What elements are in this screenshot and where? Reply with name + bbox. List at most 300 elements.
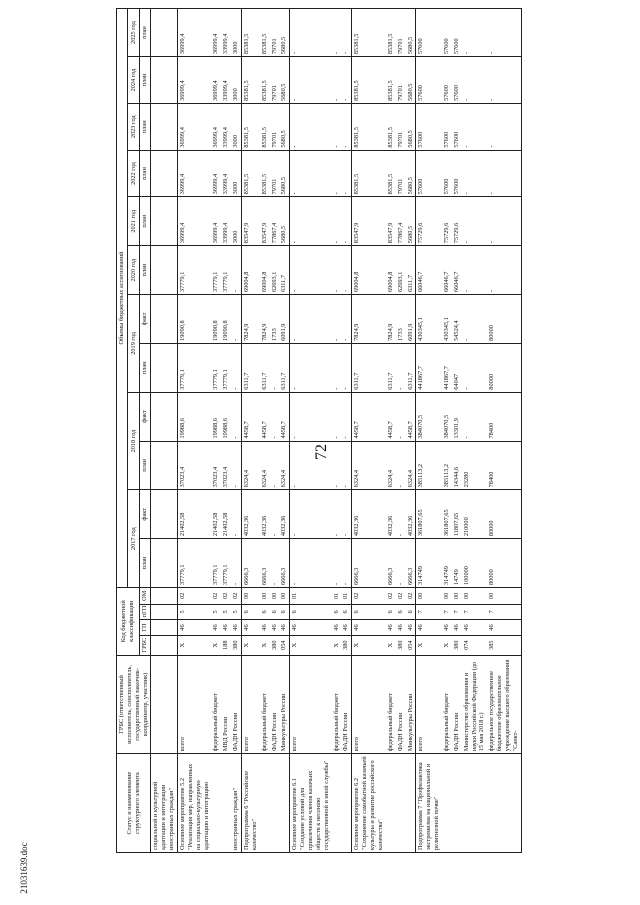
- cell-status: [221, 754, 231, 853]
- cell-code-om: 01: [341, 588, 351, 605]
- cell-grbs: федеральное государственное бюджетное образовательное учреждение высшего образования "Санкт-: [487, 655, 521, 754]
- cell-grbs: всего: [242, 655, 260, 754]
- cell-value: 3000: [231, 9, 241, 57]
- cell-value: -: [341, 392, 351, 441]
- cell-code-pgp: 6: [279, 604, 289, 620]
- cell-value: 75729,6: [452, 197, 462, 246]
- cell-value: 57600: [452, 103, 462, 150]
- cell-value: 5680,5: [406, 197, 416, 246]
- cell-value: 69004,8: [386, 246, 396, 295]
- cell-value: 4458,7: [260, 392, 270, 441]
- cell-grbs: федеральный бюджет: [442, 655, 452, 754]
- cell-value: [151, 103, 178, 150]
- header-volumes: Объемы бюджетных ассигнований: [117, 9, 128, 588]
- cell-value: 85381,5: [352, 103, 386, 150]
- cell-value: [151, 539, 178, 588]
- cell-value: 36999,4: [211, 150, 221, 197]
- cell-value: 37779,1: [221, 539, 231, 588]
- cell-value: 37023,4: [178, 441, 212, 490]
- header-code: Код бюджетной классификации: [117, 588, 140, 656]
- cell-code-grbs: 380: [452, 635, 462, 655]
- cell-value: -: [396, 392, 406, 441]
- table-row: [270, 9, 280, 853]
- cell-value: -: [462, 103, 488, 150]
- cell-code-om: 02: [178, 588, 212, 605]
- table-row: [462, 9, 488, 853]
- cell-status: Основное мероприятие 6.1 "Создание условий для привлечения членов казачьих обществ к несению государственной и иной службы": [290, 754, 332, 853]
- cell-value: 57600: [442, 9, 452, 57]
- cell-code-gp: 46: [211, 620, 221, 636]
- header-year: 2022 год: [128, 150, 139, 197]
- cell-code-gp: 46: [270, 620, 280, 636]
- cell-value: 6324,4: [386, 441, 396, 490]
- cell-value: -: [231, 392, 241, 441]
- cell-code-grbs: 380: [396, 635, 406, 655]
- table-row: [221, 9, 231, 853]
- cell-code-om: 00: [416, 588, 442, 605]
- cell-value: 57600: [452, 57, 462, 104]
- cell-code-grbs: X: [352, 635, 386, 655]
- cell-code-om: 00: [279, 588, 289, 605]
- cell-code-grbs: 054: [406, 635, 416, 655]
- cell-value: 57600: [442, 57, 452, 104]
- table-row: [290, 9, 332, 853]
- cell-code-pgp: 7: [442, 604, 452, 620]
- header-year: 2017 год: [128, 490, 139, 588]
- table-row: [406, 9, 416, 853]
- cell-value: -: [396, 441, 406, 490]
- cell-value: 69004,8: [260, 246, 270, 295]
- cell-value: 62693,1: [396, 246, 406, 295]
- cell-value: [151, 441, 178, 490]
- cell-value: 33999,4: [221, 9, 231, 57]
- cell-value: 314749: [442, 539, 452, 588]
- cell-value: 57600: [452, 150, 462, 197]
- cell-code-om: 02: [211, 588, 221, 605]
- cell-code-pgp: 6: [396, 604, 406, 620]
- cell-code-om: 02: [396, 588, 406, 605]
- cell-value: 33999,4: [221, 150, 231, 197]
- cell-value: 77867,4: [396, 197, 406, 246]
- cell-value: 83547,9: [260, 197, 270, 246]
- cell-value: 4032,36: [279, 490, 289, 539]
- cell-status: [332, 754, 342, 853]
- cell-value: 6666,3: [386, 539, 396, 588]
- cell-grbs: федеральный бюджет: [386, 655, 396, 754]
- cell-status: Основное мероприятие 5.2 "Реализация мер, направленных на социально-культурную адаптацию и интеграцию: [178, 754, 212, 853]
- cell-value: 57600: [416, 9, 442, 57]
- table-row: [332, 9, 342, 853]
- cell-value: -: [290, 392, 332, 441]
- cell-value: 7824,9: [386, 295, 396, 344]
- cell-grbs: всего: [416, 655, 442, 754]
- cell-code-pgp: 7: [462, 604, 488, 620]
- cell-code-gp: 46: [332, 620, 342, 636]
- cell-value: 4032,36: [352, 490, 386, 539]
- cell-value: 430345,1: [416, 295, 442, 344]
- cell-value: 4032,36: [406, 490, 416, 539]
- cell-value: 54524,4: [452, 295, 462, 344]
- header-plan-fact: план: [139, 103, 151, 150]
- cell-value: 37779,1: [211, 343, 221, 392]
- header-code-sub: ГП: [139, 620, 151, 636]
- cell-value: 7824,9: [352, 295, 386, 344]
- cell-code-om: 01: [290, 588, 332, 605]
- cell-value: 36999,4: [211, 103, 221, 150]
- cell-code-pgp: 6: [386, 604, 396, 620]
- cell-value: 6324,4: [242, 441, 260, 490]
- cell-status: [270, 754, 280, 853]
- cell-value: 1733: [270, 295, 280, 344]
- header-year: 2020 год: [128, 246, 139, 295]
- cell-code-grbs: 188: [221, 635, 231, 655]
- cell-code-grbs: 054: [279, 635, 289, 655]
- cell-value: -: [290, 9, 332, 57]
- cell-value: -: [487, 197, 521, 246]
- cell-value: 37779,1: [221, 246, 231, 295]
- cell-value: 21402,58: [178, 490, 212, 539]
- header-year: 2021 год: [128, 197, 139, 246]
- table-header: [117, 9, 151, 853]
- cell-grbs: федеральный бюджет: [211, 655, 221, 754]
- cell-code-pgp: [151, 604, 178, 620]
- header-plan-fact: план: [139, 57, 151, 104]
- cell-value: 6311,7: [386, 343, 396, 392]
- cell-value: -: [290, 441, 332, 490]
- cell-value: 85381,5: [242, 9, 260, 57]
- header-year: 2024 год: [128, 57, 139, 104]
- cell-value: 85381,5: [242, 150, 260, 197]
- cell-status: [211, 754, 221, 853]
- cell-grbs: всего: [290, 655, 332, 754]
- cell-value: 14344,6: [452, 441, 462, 490]
- cell-value: 36999,4: [178, 150, 212, 197]
- table-row: [341, 9, 351, 853]
- table-row: [279, 9, 289, 853]
- cell-value: 314749: [416, 539, 442, 588]
- cell-value: 37779,1: [221, 343, 231, 392]
- cell-value: -: [270, 441, 280, 490]
- cell-code-om: 02: [386, 588, 396, 605]
- cell-value: 66046,7: [416, 246, 442, 295]
- cell-value: 21402,58: [221, 490, 231, 539]
- cell-value: -: [231, 539, 241, 588]
- cell-value: 11807,65: [452, 490, 462, 539]
- cell-code-grbs: 380: [231, 635, 241, 655]
- cell-status: социальной и культурной адаптации и интеграции иностранных граждан": [151, 754, 178, 853]
- cell-status: [462, 754, 488, 853]
- cell-value: 79701: [396, 9, 406, 57]
- cell-value: 5680,5: [279, 9, 289, 57]
- cell-status: [406, 754, 416, 853]
- cell-grbs: Министерство образования и науки Российской Федерации (до 15 мая 2018 г.): [462, 655, 488, 754]
- cell-value: 85381,5: [242, 103, 260, 150]
- cell-code-gp: 46: [462, 620, 488, 636]
- cell-value: -: [487, 246, 521, 295]
- cell-value: -: [290, 197, 332, 246]
- cell-value: 5680,5: [406, 103, 416, 150]
- cell-value: 79701: [270, 9, 280, 57]
- cell-value: 4032,36: [386, 490, 396, 539]
- cell-value: 361807,65: [442, 490, 452, 539]
- cell-value: 5680,5: [406, 9, 416, 57]
- cell-grbs: всего: [178, 655, 212, 754]
- cell-code-grbs: 074: [462, 635, 488, 655]
- cell-code-grbs: [151, 635, 178, 655]
- cell-grbs: федеральный бюджет: [332, 655, 342, 754]
- cell-grbs: ФАДН России: [341, 655, 351, 754]
- cell-value: -: [290, 539, 332, 588]
- cell-value: 6311,7: [279, 343, 289, 392]
- cell-value: 57600: [416, 150, 442, 197]
- cell-value: 6311,7: [406, 246, 416, 295]
- cell-value: 85381,5: [260, 57, 270, 104]
- cell-value: -: [290, 295, 332, 344]
- cell-value: 79701: [396, 150, 406, 197]
- cell-value: -: [332, 343, 342, 392]
- cell-value: 77867,4: [270, 197, 280, 246]
- cell-value: 7824,9: [260, 295, 270, 344]
- cell-value: 85381,5: [352, 9, 386, 57]
- cell-value: -: [290, 57, 332, 104]
- cell-value: 78400: [487, 441, 521, 490]
- cell-value: 3000: [231, 197, 241, 246]
- cell-value: 79701: [396, 103, 406, 150]
- cell-status: [396, 754, 406, 853]
- cell-value: -: [332, 57, 342, 104]
- cell-code-gp: 46: [487, 620, 521, 636]
- cell-code-om: 00: [270, 588, 280, 605]
- table-row: [211, 9, 221, 853]
- cell-value: 6311,7: [406, 343, 416, 392]
- header-plan-fact: план: [139, 9, 151, 57]
- header-plan-fact: план: [139, 197, 151, 246]
- cell-grbs: ФАДН России: [452, 655, 462, 754]
- cell-value: 13301,9: [452, 392, 462, 441]
- cell-value: 37779,1: [178, 343, 212, 392]
- cell-code-pgp: 6: [341, 604, 351, 620]
- cell-status: [279, 754, 289, 853]
- cell-value: 441867,7: [416, 343, 442, 392]
- cell-value: 57600: [416, 57, 442, 104]
- header-plan-fact: план: [139, 539, 151, 588]
- cell-value: -: [290, 150, 332, 197]
- cell-grbs: МВД России: [221, 655, 231, 754]
- cell-value: 57600: [416, 103, 442, 150]
- cell-value: -: [487, 150, 521, 197]
- header-year: 2019 год: [128, 295, 139, 393]
- cell-value: 66046,7: [452, 246, 462, 295]
- budget-table: [116, 8, 522, 853]
- cell-code-om: 00: [487, 588, 521, 605]
- cell-code-gp: 46: [279, 620, 289, 636]
- cell-code-om: 00: [462, 588, 488, 605]
- cell-value: 85381,5: [386, 9, 396, 57]
- cell-value: 36999,4: [178, 9, 212, 57]
- cell-value: 75729,6: [416, 197, 442, 246]
- header-year: 2023 год: [128, 103, 139, 150]
- table-row: [386, 9, 396, 853]
- cell-status: [341, 754, 351, 853]
- cell-status: Подпрограмма 7 "Профилактика экстремизма на национальной и религиозной почве": [416, 754, 442, 853]
- cell-code-pgp: 7: [416, 604, 442, 620]
- cell-value: [151, 490, 178, 539]
- cell-value: 7824,9: [242, 295, 260, 344]
- cell-value: [151, 295, 178, 344]
- cell-code-om: 02: [221, 588, 231, 605]
- cell-code-om: 02: [406, 588, 416, 605]
- cell-value: [151, 150, 178, 197]
- cell-value: 69004,8: [352, 246, 386, 295]
- cell-value: -: [462, 150, 488, 197]
- header-grbs: ГРБС (ответственный исполнитель, соисполнитель, государственный заказчик-координатор, участник): [117, 655, 151, 754]
- cell-value: -: [462, 197, 488, 246]
- cell-value: -: [341, 295, 351, 344]
- cell-code-pgp: 6: [290, 604, 332, 620]
- rotated-table-container: [116, 8, 586, 853]
- cell-code-pgp: 6: [406, 604, 416, 620]
- cell-grbs: федеральный бюджет: [260, 655, 270, 754]
- cell-value: -: [396, 343, 406, 392]
- cell-code-gp: 46: [221, 620, 231, 636]
- cell-value: [151, 57, 178, 104]
- cell-code-gp: 46: [386, 620, 396, 636]
- cell-value: -: [332, 103, 342, 150]
- table-row: [242, 9, 260, 853]
- header-plan-fact: факт: [139, 295, 151, 344]
- header-code-sub: ОМ: [139, 588, 151, 605]
- cell-code-pgp: 5: [178, 604, 212, 620]
- cell-code-gp: 46: [396, 620, 406, 636]
- cell-value: 6311,7: [260, 343, 270, 392]
- cell-code-gp: 46: [442, 620, 452, 636]
- cell-value: 80000: [487, 539, 521, 588]
- cell-value: 21402,58: [211, 490, 221, 539]
- cell-value: 64047: [452, 343, 462, 392]
- cell-value: -: [341, 197, 351, 246]
- cell-value: -: [462, 392, 488, 441]
- cell-value: 33999,4: [221, 197, 231, 246]
- cell-code-gp: 46: [352, 620, 386, 636]
- cell-value: 4458,7: [279, 392, 289, 441]
- cell-value: -: [290, 246, 332, 295]
- cell-code-grbs: X: [290, 635, 332, 655]
- table-row: [352, 9, 386, 853]
- cell-code-pgp: 6: [332, 604, 342, 620]
- cell-value: 85381,5: [386, 103, 396, 150]
- cell-value: -: [231, 490, 241, 539]
- cell-value: -: [332, 490, 342, 539]
- cell-code-om: 00: [442, 588, 452, 605]
- cell-value: 85381,5: [352, 150, 386, 197]
- cell-value: 14749: [452, 539, 462, 588]
- cell-grbs: [151, 655, 178, 754]
- cell-value: 5680,5: [406, 57, 416, 104]
- cell-code-gp: 46: [242, 620, 260, 636]
- cell-value: 83547,9: [242, 197, 260, 246]
- cell-code-om: [151, 588, 178, 605]
- cell-value: [151, 9, 178, 57]
- cell-value: 6666,3: [406, 539, 416, 588]
- cell-value: 36999,4: [178, 57, 212, 104]
- cell-value: 19090,8: [221, 295, 231, 344]
- cell-value: 6324,4: [279, 441, 289, 490]
- cell-value: 85381,5: [386, 150, 396, 197]
- cell-value: -: [290, 490, 332, 539]
- cell-code-grbs: 380: [341, 635, 351, 655]
- cell-value: -: [270, 392, 280, 441]
- cell-value: 385113,2: [416, 441, 442, 490]
- cell-value: 33999,4: [221, 57, 231, 104]
- header-plan-fact: план: [139, 246, 151, 295]
- cell-code-pgp: 7: [452, 604, 462, 620]
- cell-code-grbs: X: [178, 635, 212, 655]
- cell-value: 23280: [462, 441, 488, 490]
- header-code-sub: пГП: [139, 604, 151, 620]
- cell-value: -: [341, 441, 351, 490]
- cell-value: -: [231, 343, 241, 392]
- cell-code-grbs: X: [332, 635, 342, 655]
- cell-value: -: [332, 246, 342, 295]
- cell-value: 441867,7: [442, 343, 452, 392]
- cell-code-gp: 46: [231, 620, 241, 636]
- cell-code-grbs: 385: [487, 635, 521, 655]
- cell-value: 85381,5: [260, 103, 270, 150]
- cell-value: 79701: [270, 103, 280, 150]
- cell-value: -: [332, 441, 342, 490]
- cell-grbs: ФАДН России: [231, 655, 241, 754]
- cell-value: [151, 246, 178, 295]
- cell-value: 19090,8: [211, 295, 221, 344]
- cell-value: 1733: [396, 295, 406, 344]
- cell-status: Подпрограмма 6 "Российское казачество": [242, 754, 260, 853]
- cell-code-om: 01: [332, 588, 342, 605]
- cell-value: -: [462, 9, 488, 57]
- cell-status: иностранных граждан": [231, 754, 241, 853]
- cell-value: -: [462, 295, 488, 344]
- cell-value: 85381,5: [242, 57, 260, 104]
- cell-value: -: [341, 490, 351, 539]
- cell-value: -: [487, 103, 521, 150]
- cell-code-gp: 46: [290, 620, 332, 636]
- cell-code-gp: [151, 620, 178, 636]
- cell-value: 6091,9: [406, 295, 416, 344]
- cell-value: 85381,5: [260, 9, 270, 57]
- cell-code-pgp: 6: [352, 604, 386, 620]
- table-row: [260, 9, 270, 853]
- cell-value: -: [341, 343, 351, 392]
- cell-value: 3000: [231, 103, 241, 150]
- cell-value: 4458,7: [386, 392, 396, 441]
- cell-code-grbs: X: [442, 635, 452, 655]
- cell-value: 5680,5: [279, 197, 289, 246]
- cell-value: 75729,6: [442, 197, 452, 246]
- cell-value: -: [341, 103, 351, 150]
- cell-status: [260, 754, 270, 853]
- header-plan-fact: факт: [139, 490, 151, 539]
- cell-value: 37779,1: [211, 539, 221, 588]
- cell-code-pgp: 5: [221, 604, 231, 620]
- cell-code-gp: 46: [452, 620, 462, 636]
- cell-code-pgp: 6: [270, 604, 280, 620]
- cell-value: 57600: [442, 150, 452, 197]
- cell-value: -: [341, 246, 351, 295]
- cell-value: 6091,9: [279, 295, 289, 344]
- cell-value: 36999,4: [211, 197, 221, 246]
- cell-code-gp: 46: [416, 620, 442, 636]
- cell-value: -: [231, 441, 241, 490]
- table-row: [487, 9, 521, 853]
